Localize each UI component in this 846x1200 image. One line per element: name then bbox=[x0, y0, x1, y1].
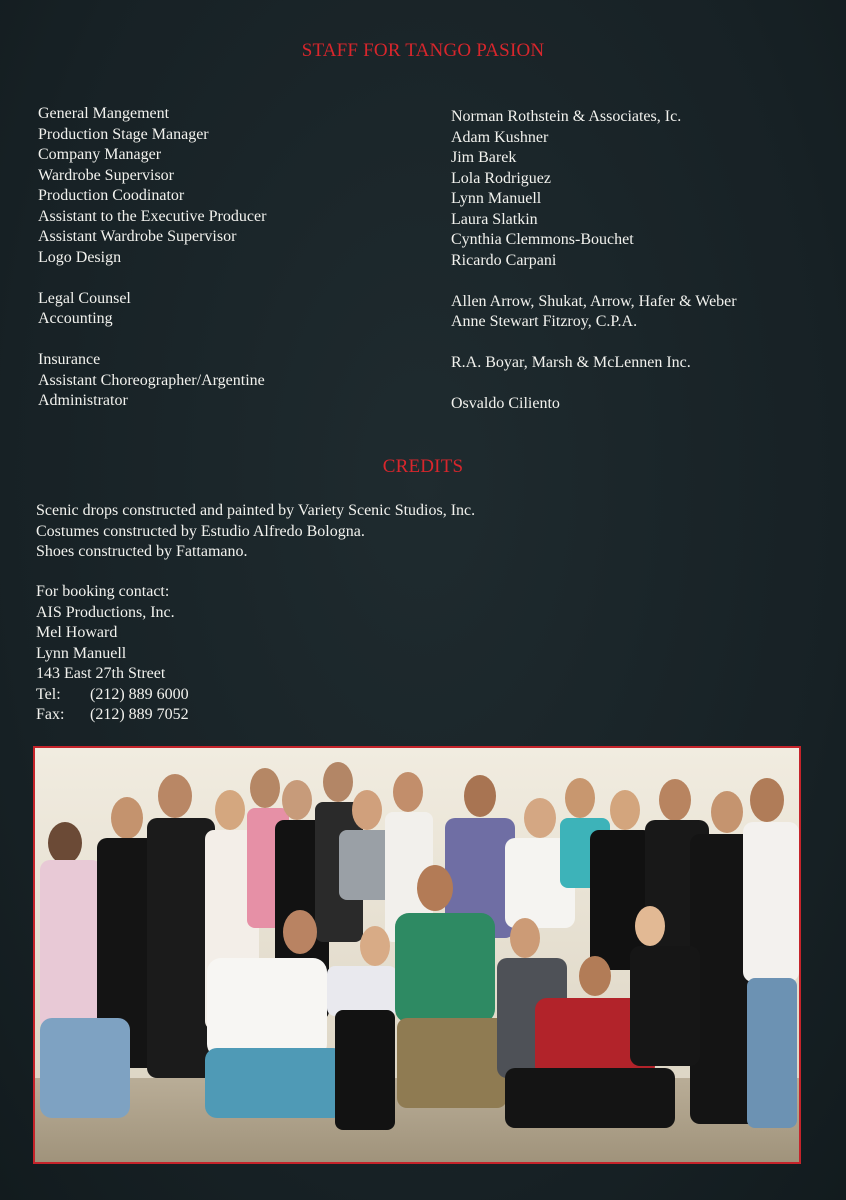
group-photo bbox=[33, 746, 801, 1164]
role: Assistant Choreographer/Argentine bbox=[38, 371, 265, 389]
staff-name: Laura Slatkin bbox=[451, 210, 538, 228]
role: Production Coodinator bbox=[38, 187, 185, 204]
staff-name: Jim Barek bbox=[451, 149, 517, 166]
role: Assistant Wardrobe Supervisor bbox=[38, 228, 237, 245]
role: Company Manager bbox=[38, 146, 162, 163]
staff-roles-column bbox=[38, 104, 266, 412]
staff-name: Anne Stewart Fitzroy, C.P.A. bbox=[451, 313, 638, 330]
booking-line: For booking contact: bbox=[36, 583, 170, 600]
staff-name: Osvaldo Ciliento bbox=[451, 395, 560, 412]
booking-line: 143 East 27th Street bbox=[36, 665, 166, 682]
credit-line: Scenic drops constructed and painted by Variety Scenic Studios, Inc. bbox=[36, 502, 476, 519]
staff-names-column bbox=[451, 107, 737, 415]
credit-line: Costumes constructed by Estudio Alfredo Bologna. bbox=[36, 522, 365, 540]
booking-line: Lynn Manuell bbox=[36, 644, 127, 662]
role: Wardrobe Supervisor bbox=[38, 166, 175, 184]
staff-name: Lynn Manuell bbox=[451, 190, 542, 207]
role: Assistant to the Executive Producer bbox=[38, 207, 267, 225]
tel-row bbox=[36, 685, 189, 706]
tel-label: Tel: bbox=[36, 685, 61, 703]
staff-heading: STAFF FOR TANGO PASION bbox=[301, 40, 545, 61]
staff-name: Norman Rothstein & Associates, Ic. bbox=[451, 108, 682, 125]
staff-name: Cynthia Clemmons-Bouchet bbox=[451, 231, 634, 248]
staff-name: Allen Arrow, Shukat, Arrow, Hafer & Weber bbox=[451, 292, 737, 310]
fax-row bbox=[36, 705, 189, 726]
credit-line: Shoes constructed by Fattamano. bbox=[36, 543, 248, 560]
credits-list bbox=[36, 501, 475, 563]
fax-number: (212) 889 7052 bbox=[90, 706, 189, 723]
role: Production Stage Manager bbox=[38, 125, 209, 143]
fax-label: Fax: bbox=[36, 706, 65, 723]
role: Insurance bbox=[38, 351, 101, 368]
staff-name: R.A. Boyar, Marsh & McLennen Inc. bbox=[451, 354, 691, 371]
tel-number: (212) 889 6000 bbox=[90, 685, 189, 703]
credits-heading: CREDITS bbox=[382, 456, 464, 477]
role: Administrator bbox=[38, 392, 128, 409]
role: Accounting bbox=[38, 310, 113, 327]
booking-contact bbox=[36, 582, 189, 726]
staff-name: Ricardo Carpani bbox=[451, 251, 557, 269]
role: General Mangement bbox=[38, 105, 170, 122]
group-photo-illustration bbox=[35, 748, 799, 1162]
booking-line: AIS Productions, Inc. bbox=[36, 603, 175, 621]
staff-name: Lola Rodriguez bbox=[451, 169, 551, 187]
staff-name: Adam Kushner bbox=[451, 128, 549, 146]
booking-line: Mel Howard bbox=[36, 624, 118, 641]
role: Logo Design bbox=[38, 248, 122, 266]
role: Legal Counsel bbox=[38, 289, 131, 307]
